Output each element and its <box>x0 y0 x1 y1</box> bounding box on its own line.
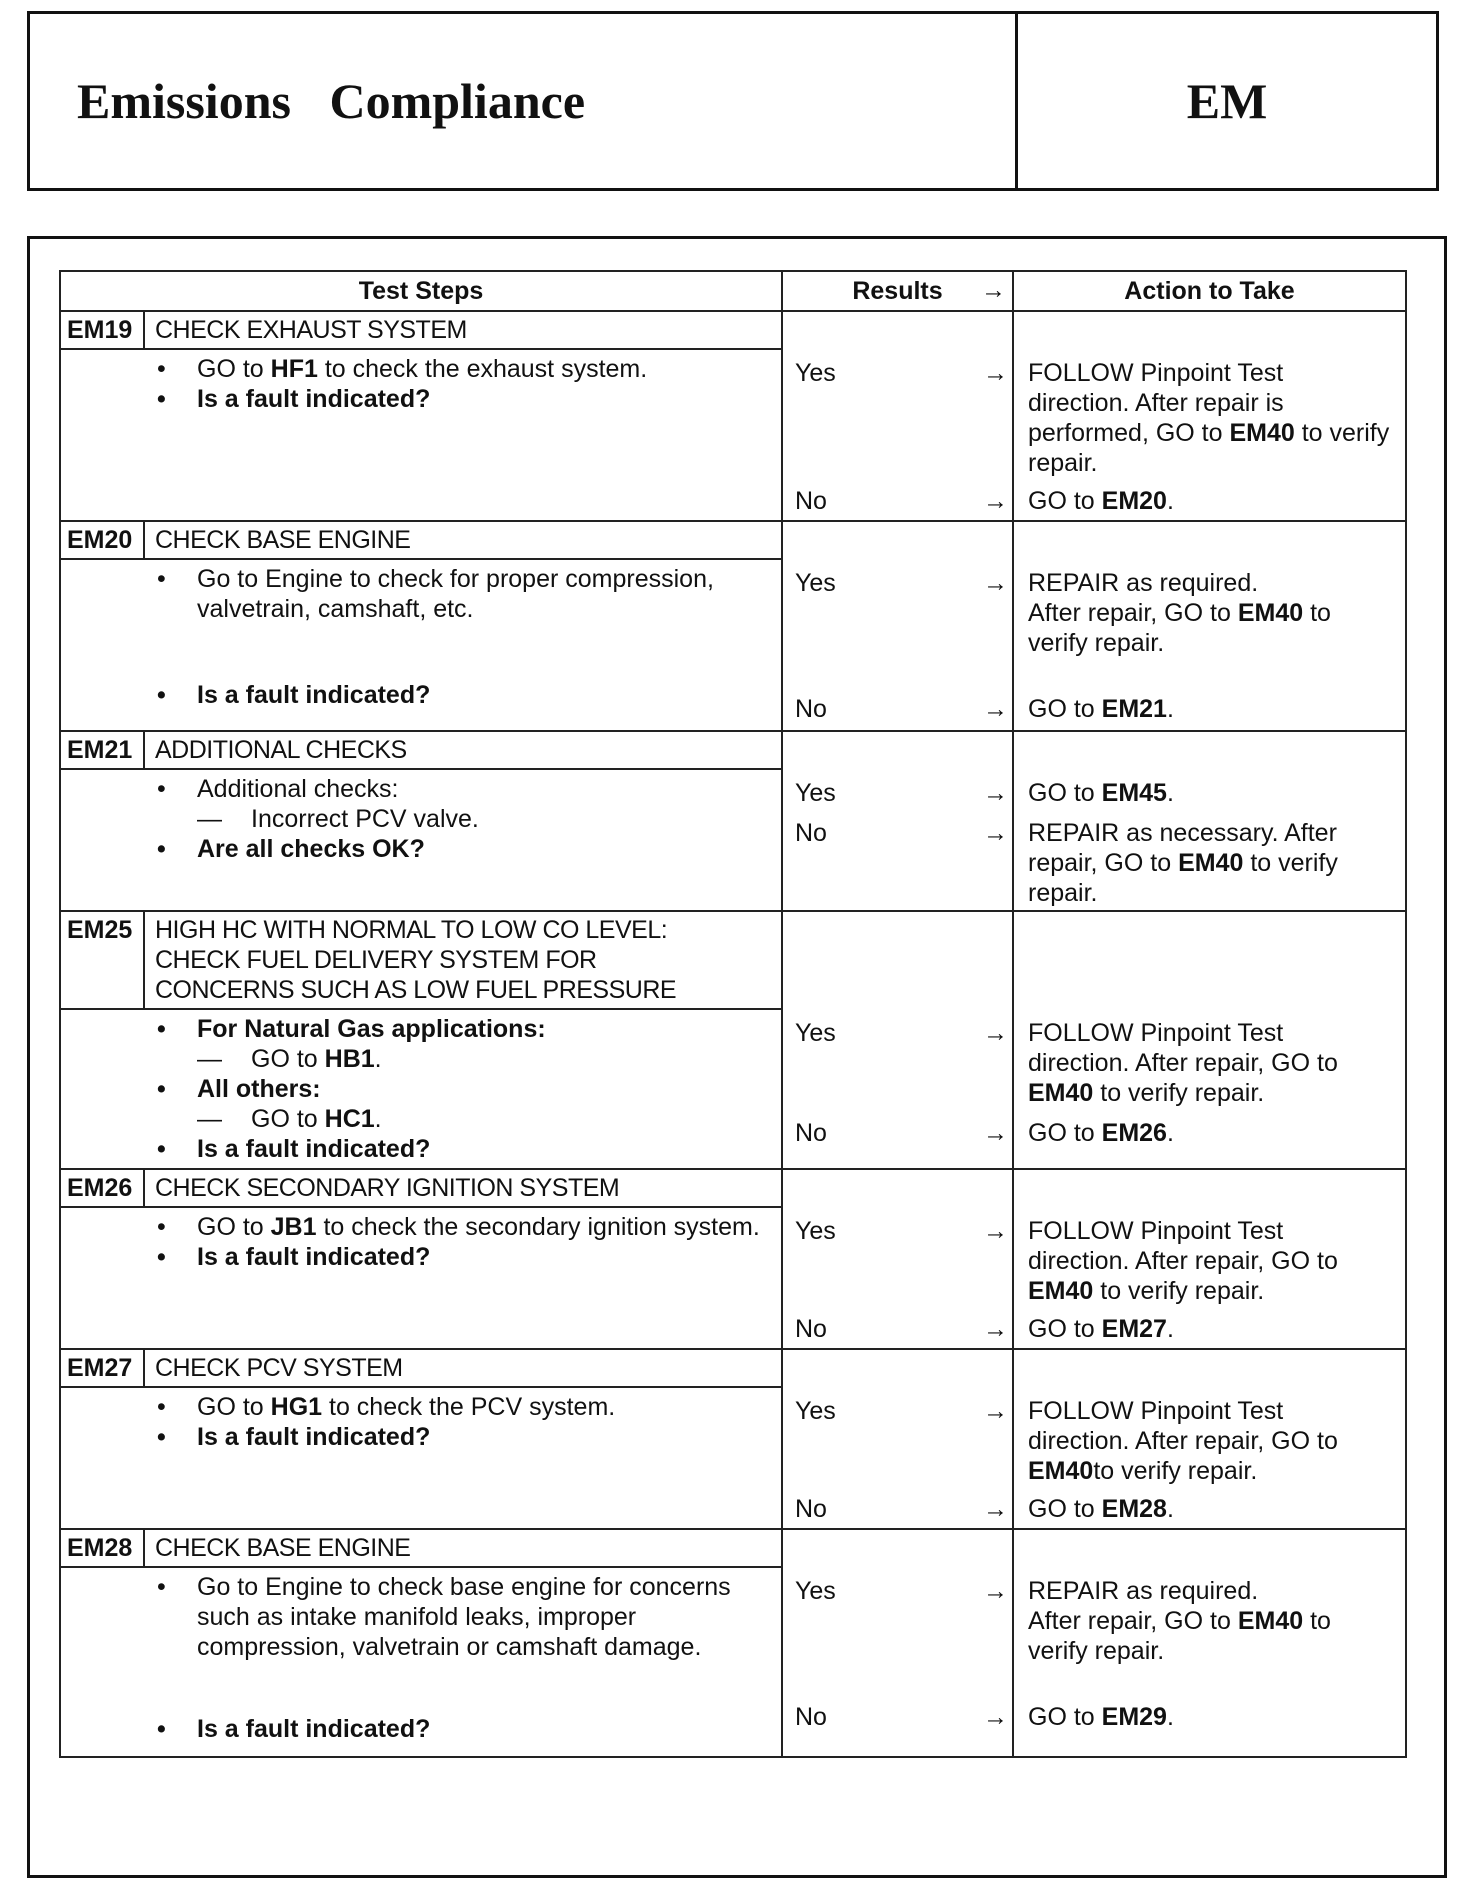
test-step-cell <box>60 911 782 1169</box>
arrow-icon: → <box>983 1217 1008 1245</box>
table-row <box>60 311 1406 521</box>
list-item: — Incorrect PCV valve. <box>61 804 775 834</box>
action-cell <box>1013 911 1406 1169</box>
results-cell <box>782 311 1013 521</box>
arrow-icon: → <box>983 1397 1008 1425</box>
step-header <box>61 912 781 1010</box>
page-header <box>27 11 1439 191</box>
action-cell <box>1013 521 1406 731</box>
step-id: EM25 <box>61 912 145 1008</box>
table-row <box>60 1529 1406 1757</box>
result-yes: Yes → <box>795 1217 1008 1245</box>
list-item: • Is a fault indicated? <box>61 1714 775 1744</box>
step-question <box>61 1714 775 1744</box>
step-id: EM20 <box>61 522 145 558</box>
action-yes: FOLLOW Pinpoint Test direction. After repair, GO to EM40 to verify repair. <box>1028 1217 1338 1305</box>
result-yes: Yes → <box>795 779 1008 807</box>
test-step-cell <box>60 521 782 731</box>
list-item: • GO to JB1 to check the secondary ignition system. <box>61 1212 775 1242</box>
table-row <box>60 731 1406 911</box>
action-cell <box>1013 731 1406 911</box>
test-step-cell <box>60 1349 782 1529</box>
arrow-icon: → <box>983 487 1008 515</box>
result-yes: Yes → <box>795 1397 1008 1425</box>
list-item: • Is a fault indicated? <box>61 680 775 710</box>
list-item: • GO to HG1 to check the PCV system. <box>61 1392 775 1422</box>
arrow-icon: → <box>983 1019 1008 1047</box>
header-test-steps: Test Steps <box>60 271 782 311</box>
step-title: HIGH HC WITH NORMAL TO LOW CO LEVEL: CHECK FUEL DELIVERY SYSTEM FOR CONCERNS SUCH AS LOW FUEL PRESSURE <box>155 916 677 1004</box>
arrow-icon: → <box>983 1119 1008 1147</box>
arrow-icon: → <box>983 819 1008 847</box>
result-no: No → <box>795 695 1008 723</box>
list-item: • For Natural Gas applications: <box>61 1014 775 1044</box>
list-item: • Are all checks OK? <box>61 834 775 864</box>
results-cell <box>782 911 1013 1169</box>
result-yes: Yes → <box>795 1577 1008 1605</box>
arrow-icon: → <box>983 1577 1008 1605</box>
action-yes: FOLLOW Pinpoint Test direction. After repair, GO to EM40to verify repair. <box>1028 1397 1338 1485</box>
test-step-cell <box>60 1169 782 1349</box>
step-instructions <box>61 1572 775 1662</box>
list-item: • Go to Engine to check for proper compression, valvetrain, camshaft, etc. <box>61 564 775 624</box>
list-item: • Additional checks: <box>61 774 775 804</box>
result-no: No → <box>795 1703 1008 1731</box>
list-item: • Is a fault indicated? <box>61 384 775 414</box>
step-instructions <box>61 1212 775 1272</box>
step-title: CHECK EXHAUST SYSTEM <box>155 316 467 344</box>
step-id: EM27 <box>61 1350 145 1386</box>
step-instructions <box>61 1014 775 1164</box>
result-yes: Yes → <box>795 569 1008 597</box>
action-no: REPAIR as necessary. After repair, GO to EM40 to verify repair. <box>1028 819 1338 907</box>
arrow-icon: → <box>983 569 1008 597</box>
action-no: GO to EM27. <box>1028 1315 1174 1343</box>
action-no: GO to EM28. <box>1028 1495 1174 1523</box>
action-yes: FOLLOW Pinpoint Test direction. After repair, GO to EM40 to verify repair. <box>1028 1019 1338 1107</box>
table-row <box>60 1349 1406 1529</box>
table-row <box>60 911 1406 1169</box>
step-instructions <box>61 1392 775 1452</box>
step-title: CHECK SECONDARY IGNITION SYSTEM <box>155 1174 620 1202</box>
step-instructions <box>61 774 775 864</box>
list-item: • GO to HF1 to check the exhaust system. <box>61 354 775 384</box>
result-no: No → <box>795 487 1008 515</box>
arrow-icon: → <box>983 779 1008 807</box>
result-no: No → <box>795 819 1008 847</box>
action-yes: REPAIR as required. After repair, GO to EM40 to verify repair. <box>1028 1577 1331 1665</box>
arrow-icon: → <box>983 359 1008 387</box>
step-header <box>61 1350 781 1388</box>
step-id: EM21 <box>61 732 145 768</box>
action-yes: REPAIR as required. After repair, GO to EM40 to verify repair. <box>1028 569 1331 657</box>
action-cell <box>1013 1529 1406 1757</box>
arrow-icon: → <box>981 276 1006 304</box>
step-id: EM19 <box>61 312 145 348</box>
step-title: CHECK BASE ENGINE <box>155 526 411 554</box>
results-cell <box>782 521 1013 731</box>
list-item: • Go to Engine to check base engine for concerns such as intake manifold leaks, improper compression, valvetrain or camshaft damage. <box>61 1572 775 1662</box>
action-yes: GO to EM45. <box>1028 779 1174 807</box>
arrow-icon: → <box>983 1703 1008 1731</box>
results-cell <box>782 1529 1013 1757</box>
table-row <box>60 521 1406 731</box>
list-item: • All others: <box>61 1074 775 1104</box>
list-item: • Is a fault indicated? <box>61 1422 775 1452</box>
list-item: — GO to HC1. <box>61 1104 775 1134</box>
section-title: Emissions Compliance <box>77 73 586 129</box>
step-question <box>61 680 775 710</box>
step-header <box>61 522 781 560</box>
action-no: GO to EM20. <box>1028 487 1174 515</box>
header-results-label: Results <box>852 277 943 305</box>
action-no: GO to EM29. <box>1028 1703 1174 1731</box>
step-header <box>61 1530 781 1568</box>
result-yes: Yes → <box>795 359 1008 387</box>
results-cell <box>782 1349 1013 1529</box>
result-no: No → <box>795 1119 1008 1147</box>
list-item: • Is a fault indicated? <box>61 1242 775 1272</box>
step-header <box>61 732 781 770</box>
result-yes: Yes → <box>795 1019 1008 1047</box>
arrow-icon: → <box>983 1495 1008 1523</box>
step-instructions <box>61 564 775 624</box>
table-header-row <box>60 271 1406 311</box>
step-title: ADDITIONAL CHECKS <box>155 736 407 764</box>
section-code: EM <box>1186 73 1268 129</box>
step-id: EM26 <box>61 1170 145 1206</box>
action-no: GO to EM21. <box>1028 695 1174 723</box>
results-cell <box>782 1169 1013 1349</box>
step-header <box>61 1170 781 1208</box>
test-step-cell <box>60 311 782 521</box>
test-step-cell <box>60 731 782 911</box>
header-results <box>782 271 1013 311</box>
step-title: CHECK PCV SYSTEM <box>155 1354 403 1382</box>
step-id: EM28 <box>61 1530 145 1566</box>
action-cell <box>1013 1349 1406 1529</box>
arrow-icon: → <box>983 695 1008 723</box>
action-no: GO to EM26. <box>1028 1119 1174 1147</box>
result-no: No → <box>795 1495 1008 1523</box>
list-item: • Is a fault indicated? <box>61 1134 775 1164</box>
step-title: CHECK BASE ENGINE <box>155 1534 411 1562</box>
step-header <box>61 312 781 350</box>
diagnostic-table <box>59 270 1407 1758</box>
list-item: — GO to HB1. <box>61 1044 775 1074</box>
results-cell <box>782 731 1013 911</box>
action-cell <box>1013 311 1406 521</box>
header-action: Action to Take <box>1013 271 1406 311</box>
action-cell <box>1013 1169 1406 1349</box>
step-instructions <box>61 354 775 414</box>
result-no: No → <box>795 1315 1008 1343</box>
table-row <box>60 1169 1406 1349</box>
arrow-icon: → <box>983 1315 1008 1343</box>
test-step-cell <box>60 1529 782 1757</box>
action-yes: FOLLOW Pinpoint Test direction. After repair is performed, GO to EM40 to verify repair. <box>1028 359 1390 477</box>
